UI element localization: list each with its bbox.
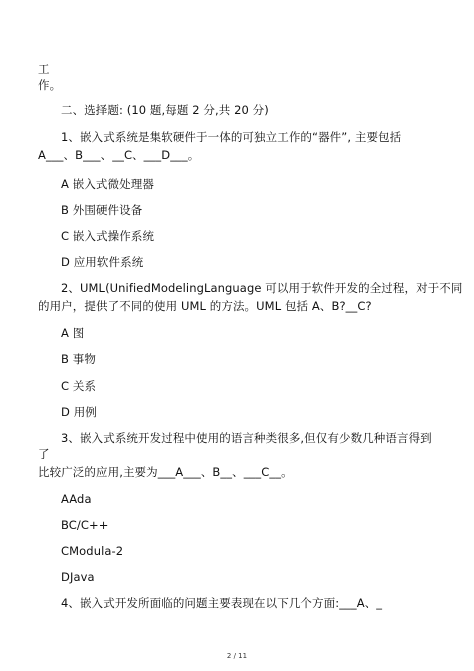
- option-d: D 应用软件系统: [61, 255, 144, 269]
- question-1-blanks: A___、B___、__C、___D___。: [38, 148, 200, 162]
- option-d: DJava: [61, 570, 95, 584]
- option-a: AAda: [61, 492, 92, 506]
- question-2: 2、UML(UnifiedModelingLanguage 可以用于软件开发的全过程，对于不同: [61, 281, 463, 295]
- section-heading: 二、选择题: (10 题,每题 2 分,共 20 分): [61, 103, 269, 117]
- option-a: A 嵌入式微处理器: [61, 177, 154, 191]
- page-number: 2 / 11: [226, 652, 248, 660]
- question-1: 1、嵌入式系统是集软硬件于一体的可独立工作的“器件”, 主要包括: [61, 130, 402, 144]
- option-c: C 关系: [61, 379, 97, 393]
- question-3-blanks: 比较广泛的应用,主要为___A___、B__、___C__。: [38, 465, 293, 479]
- question-3: 3、嵌入式系统开发过程中使用的语言种类很多,但仅有少数几种语言得到: [61, 431, 432, 445]
- option-c: C 嵌入式操作系统: [61, 229, 155, 243]
- option-d: D 用例: [61, 405, 97, 419]
- text-line: 工: [38, 62, 50, 76]
- option-b: BC/C++: [61, 518, 109, 532]
- option-b: B 外围硬件设备: [61, 203, 143, 217]
- option-b: B 事物: [61, 352, 96, 366]
- text-line: 作。: [38, 78, 62, 92]
- option-a: A 图: [61, 326, 85, 340]
- question-3-cont: 了: [38, 447, 50, 461]
- question-2-cont: 的用户，提供了不同的使用 UML 的方法。UML 包括 A、B?__C?: [38, 299, 372, 313]
- option-c: CModula-2: [61, 544, 124, 558]
- question-4: 4、嵌入式开发所面临的问题主要表现在以下几个方面:___A、_: [61, 596, 383, 610]
